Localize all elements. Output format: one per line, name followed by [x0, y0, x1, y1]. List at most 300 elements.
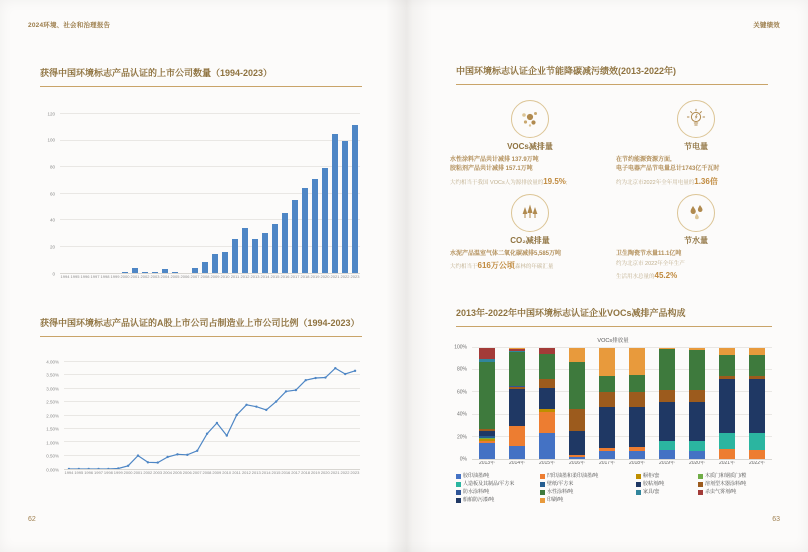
bar-segment — [659, 349, 676, 390]
bar-segment — [719, 449, 736, 459]
performance-section-title: 中国环境标志认证企业节能降碳减污绩效(2013-2022年) — [456, 66, 768, 85]
stacked-bar — [569, 348, 586, 459]
bar-segment — [749, 355, 766, 376]
x-tick-label: 2001 — [130, 275, 140, 279]
x-tick-label: 2010 — [220, 275, 230, 279]
bar-segment — [749, 433, 766, 450]
bar-segment — [569, 409, 586, 431]
legend-label: 人造板及其制品/平方米 — [463, 481, 515, 487]
bar-segment — [629, 392, 646, 406]
legend-label: 水性涂料/吨 — [547, 489, 574, 495]
bar-segment — [749, 379, 766, 433]
bar-segment — [569, 431, 586, 454]
y-tick-label: 20 — [49, 244, 55, 250]
legend-label: 印刷/吨 — [547, 497, 564, 503]
legend-item — [456, 482, 536, 488]
note-text: ; — [565, 179, 568, 186]
bar-segment — [569, 457, 586, 459]
x-tick-label: 2017年 — [598, 461, 616, 466]
note-text: 大约相当于我国 VOCs人为源排放量的 — [450, 179, 544, 186]
bar-segment — [509, 426, 526, 446]
bar-slot — [80, 114, 90, 273]
x-tick-label: 2015 — [270, 275, 280, 279]
bar-slot — [90, 114, 100, 273]
bar-slot — [180, 114, 190, 273]
x-tick-label: 2009 — [212, 471, 222, 475]
x-tick-label: 2021 — [330, 471, 340, 475]
bar-segment — [539, 354, 556, 380]
y-tick-label: 100 — [47, 137, 55, 143]
stacked-bar — [629, 348, 646, 459]
bar-slot — [330, 114, 340, 273]
bar-segment — [689, 451, 706, 459]
bar-segment — [629, 451, 646, 459]
legend-item — [540, 482, 632, 488]
bar — [272, 224, 277, 273]
stacked-bar-slot — [562, 348, 592, 459]
bar-segment — [569, 362, 586, 409]
bar-segment — [599, 376, 616, 393]
bar-slot — [170, 114, 180, 273]
x-tick-label: 2012 — [240, 275, 250, 279]
bar — [232, 239, 237, 273]
note-value: 1.36倍 — [694, 176, 718, 186]
trees-icon — [511, 194, 549, 232]
x-tick-label: 2011 — [232, 471, 241, 475]
y-tick-label: 0% — [459, 456, 467, 463]
legend-label: 家具/套 — [643, 489, 660, 495]
legend-label: 杀虫气雾剂/吨 — [705, 489, 737, 495]
x-tick-label: 2022 — [340, 275, 350, 279]
stat-note — [450, 260, 610, 272]
x-axis — [60, 275, 360, 284]
x-tick-label: 2005 — [170, 275, 180, 279]
x-tick-label: 1997 — [90, 275, 100, 279]
note-value: 19.5% — [543, 176, 566, 186]
y-axis — [40, 358, 62, 472]
molecule-dots-icon — [511, 100, 549, 138]
x-tick-label: 2007 — [190, 275, 200, 279]
x-tick-label: 2008 — [202, 471, 212, 475]
bar — [202, 262, 207, 273]
bar — [252, 239, 257, 273]
bar-segment — [479, 362, 496, 429]
x-tick-label: 2012 — [241, 471, 251, 475]
legend-label: 壁纸/平方米 — [547, 481, 574, 487]
bar-segment — [599, 348, 616, 376]
bar-slot — [70, 114, 80, 273]
legend-item — [636, 474, 694, 480]
page-number-left: 62 — [28, 516, 36, 523]
stacked-bar-slot — [652, 348, 682, 459]
bar — [142, 272, 147, 273]
bar-segment — [689, 390, 706, 402]
x-tick-label: 2007 — [192, 471, 202, 475]
section-header-key-performance: 关键绩效 — [753, 22, 780, 29]
bar-segment — [719, 379, 736, 433]
stat-water-saving — [616, 194, 776, 282]
stacked-bar-slot — [712, 348, 742, 459]
bar — [192, 268, 197, 273]
bar — [172, 272, 177, 273]
note-text: 大约相当于 — [450, 264, 478, 271]
line-series — [64, 362, 360, 469]
legend-label: 木质门和钢质门/樘 — [705, 473, 747, 479]
x-tick-label: 2009 — [210, 275, 220, 279]
stacked-bar — [689, 348, 706, 459]
x-tick-label: 2000 — [120, 275, 130, 279]
y-tick-label: 80 — [49, 164, 55, 170]
y-tick-label: 20% — [456, 434, 467, 441]
chart3-legend — [456, 474, 774, 504]
bar-slot — [130, 114, 140, 273]
bar-segment — [479, 443, 496, 459]
legend-marker — [636, 490, 641, 495]
stacked-bar-slot — [472, 348, 502, 459]
bars-row — [60, 114, 360, 273]
x-tick-label: 2020年 — [688, 461, 706, 466]
bar-slot — [60, 114, 70, 273]
legend-marker — [540, 474, 545, 479]
bar — [242, 228, 247, 273]
legend-item — [540, 490, 632, 496]
legend-item — [456, 474, 536, 480]
y-tick-label: 80% — [456, 366, 467, 373]
bar-segment — [659, 441, 676, 450]
legend-label: 胶粘剂/吨 — [643, 481, 665, 487]
x-tick-label: 2004 — [160, 275, 170, 279]
legend-item — [456, 490, 536, 496]
bar — [162, 269, 167, 273]
a-share-ratio-line-chart — [40, 350, 362, 480]
bar-slot — [250, 114, 260, 273]
bar-slot — [100, 114, 110, 273]
x-tick-label: 2016 — [281, 471, 291, 475]
bar-segment — [629, 375, 646, 393]
stat-co2-reduction — [450, 194, 610, 272]
x-tick-label: 2017 — [291, 471, 301, 475]
x-tick-label: 1996 — [80, 275, 90, 279]
stat-line: 水性涂料产品共计减排 137.9万吨 — [450, 157, 539, 163]
y-tick-label: 100% — [454, 344, 467, 351]
stacked-bar — [509, 348, 526, 459]
legend-marker — [456, 490, 461, 495]
legend-marker — [540, 498, 545, 503]
plot-area — [472, 348, 772, 460]
bar-slot — [160, 114, 170, 273]
x-tick-label: 2003 — [153, 471, 163, 475]
page-spine-shadow — [386, 0, 432, 552]
bar — [122, 272, 127, 273]
bar-segment — [629, 407, 646, 447]
y-axis — [452, 344, 470, 463]
bar-segment — [599, 392, 616, 406]
legend-item — [698, 482, 774, 488]
x-tick-label: 2016 — [280, 275, 290, 279]
x-tick-label: 2023 — [350, 471, 360, 475]
y-tick-label: 1.50% — [46, 426, 59, 432]
legend-item — [456, 498, 536, 504]
stacked-bar — [749, 348, 766, 459]
legend-marker — [456, 482, 461, 487]
x-tick-label: 2022年 — [748, 461, 766, 466]
stat-title: 节水量 — [684, 236, 708, 245]
lightbulb-icon — [677, 100, 715, 138]
legend-item — [540, 498, 632, 504]
legend-marker — [540, 482, 545, 487]
bar-slot — [210, 114, 220, 273]
x-tick-label: 2021 — [330, 275, 340, 279]
stacked-bar-slot — [742, 348, 772, 459]
bar-segment — [719, 433, 736, 449]
legend-item — [698, 490, 774, 496]
stat-title: CO₂减排量 — [510, 236, 550, 245]
bar-slot — [300, 114, 310, 273]
legend-marker — [456, 474, 461, 479]
listed-companies-bar-chart — [40, 102, 362, 284]
x-tick-label: 2008 — [200, 275, 210, 279]
bar — [322, 168, 327, 273]
legend-item — [540, 474, 632, 480]
x-tick-label: 2006 — [180, 275, 190, 279]
vocs-composition-section-title: 2013年-2022年中国环境标志认证企业VOCs减排产品构成 — [456, 308, 772, 327]
x-tick-label: 2020 — [320, 275, 330, 279]
bar — [292, 200, 297, 273]
bar-slot — [150, 114, 160, 273]
note-text: 生活用水总量的 — [616, 273, 655, 280]
note-value: 45.2% — [654, 270, 678, 280]
stacked-bar-slot — [682, 348, 712, 459]
x-tick-label: 2013 — [250, 275, 260, 279]
x-tick-label: 2017 — [290, 275, 300, 279]
bar-slot — [340, 114, 350, 273]
x-tick-label: 2006 — [182, 471, 192, 475]
x-tick-label: 2005 — [172, 471, 182, 475]
y-tick-label: 60% — [456, 389, 467, 396]
bar-segment — [539, 388, 556, 409]
bar-segment — [509, 352, 526, 385]
bar — [152, 272, 157, 273]
plot-area — [64, 362, 360, 470]
legend-marker — [698, 474, 703, 479]
bar-segment — [479, 348, 496, 359]
x-tick-label: 2002 — [143, 471, 153, 475]
bar — [282, 213, 287, 273]
x-tick-label: 2019 — [310, 471, 320, 475]
legend-label: 橱柜/套 — [643, 473, 660, 479]
bar-slot — [140, 114, 150, 273]
bar-slot — [120, 114, 130, 273]
stacked-bar-slot — [502, 348, 532, 459]
bar-segment — [629, 348, 646, 375]
bar — [312, 179, 317, 273]
bar — [332, 134, 337, 273]
x-tick-label: 2014 — [261, 471, 271, 475]
bar-segment — [659, 390, 676, 402]
note-text: 约为北京市2022年全年用电量的 — [616, 179, 695, 186]
x-tick-label: 1997 — [94, 471, 103, 475]
x-tick-label: 2011 — [230, 275, 240, 279]
page-number-right: 63 — [772, 516, 780, 523]
stat-line: 电子电器产品节电量总计1743亿千瓦时 — [616, 166, 720, 173]
legend-label: 胶印油墨/吨 — [463, 473, 490, 479]
x-tick-label: 1995 — [70, 275, 80, 279]
bar-segment — [599, 407, 616, 448]
bar-segment — [509, 389, 526, 426]
stacked-bar-slot — [592, 348, 622, 459]
bar-slot — [320, 114, 330, 273]
legend-item — [698, 474, 774, 480]
bar-segment — [659, 450, 676, 459]
bar-slot — [260, 114, 270, 273]
bar-slot — [350, 114, 360, 273]
bar-segment — [689, 441, 706, 451]
bar-segment — [749, 348, 766, 355]
bar-segment — [539, 433, 556, 459]
bar-segment — [689, 402, 706, 441]
x-tick-label: 2000 — [123, 471, 133, 475]
bar — [222, 252, 227, 273]
y-tick-label: 0.00% — [46, 466, 59, 472]
legend-marker — [636, 474, 641, 479]
x-tick-label: 2015 — [271, 471, 281, 475]
bar — [342, 141, 347, 274]
bar-segment — [599, 451, 616, 459]
legend-label: 溶剂型木器涂料/吨 — [705, 481, 747, 487]
x-tick-label: 2018年 — [628, 461, 646, 466]
x-tick-label: 1996 — [84, 471, 94, 475]
x-tick-label: 2020 — [320, 471, 330, 475]
stacked-bar — [659, 348, 676, 459]
y-tick-label: 120 — [47, 110, 55, 116]
bar-segment — [719, 348, 736, 355]
x-tick-label: 2018 — [300, 275, 310, 279]
x-tick-label: 2016年 — [568, 461, 586, 466]
bar — [132, 268, 137, 273]
bar-segment — [539, 379, 556, 388]
bar-segment — [689, 350, 706, 390]
x-tick-label: 2013 — [251, 471, 261, 475]
stat-note — [616, 270, 776, 282]
x-tick-label: 2014 — [260, 275, 270, 279]
x-tick-label: 2014年 — [508, 461, 526, 466]
y-tick-label: 2.00% — [46, 412, 59, 418]
x-tick-label: 1995 — [74, 471, 84, 475]
legend-marker — [456, 498, 461, 503]
x-tick-label: 2022 — [340, 471, 350, 475]
stacked-bar — [599, 348, 616, 459]
legend-marker — [698, 482, 703, 487]
bar — [302, 188, 307, 273]
y-tick-label: 60 — [49, 190, 55, 196]
plot-area — [60, 114, 360, 274]
x-tick-label: 2002 — [140, 275, 150, 279]
bar-slot — [230, 114, 240, 273]
legend-label: 船舶防污漆/吨 — [463, 497, 495, 503]
stat-note — [450, 176, 610, 188]
x-tick-label: 2013年 — [478, 461, 496, 466]
bar-segment — [569, 348, 586, 362]
y-axis — [40, 110, 58, 276]
bar-slot — [200, 114, 210, 273]
x-tick-label: 2010 — [222, 471, 232, 475]
y-tick-label: 1.00% — [46, 439, 59, 445]
x-tick-label: 2018 — [301, 471, 310, 475]
bar-slot — [310, 114, 320, 273]
vocs-composition-stacked-chart — [452, 336, 774, 470]
stat-line: 胶粘剂产品共计减排 157.1万吨 — [450, 166, 533, 173]
x-tick-label: 1999 — [110, 275, 120, 279]
bar-segment — [539, 412, 556, 433]
x-tick-label: 2004 — [163, 471, 172, 475]
x-tick-label: 2001 — [133, 471, 143, 475]
stat-vocs-reduction — [450, 100, 610, 188]
stat-line: 卫生陶瓷节水量11.1亿吨 — [616, 251, 682, 257]
note-value: 616万公顷 — [477, 261, 515, 271]
bar-slot — [110, 114, 120, 273]
legend-label: 凹印油墨和柔印油墨/吨 — [547, 473, 599, 479]
y-tick-label: 0 — [52, 270, 55, 276]
stat-title: VOCs减排量 — [507, 142, 553, 151]
stat-note: 约为北京市 2022年全年生产 — [616, 261, 685, 268]
x-tick-label: 2003 — [150, 275, 160, 279]
stacked-bar — [539, 348, 556, 459]
stat-electricity-saving — [616, 100, 776, 188]
stacked-bar — [719, 348, 736, 459]
x-tick-label: 2023 — [350, 275, 360, 279]
bars-row — [472, 348, 772, 459]
water-drops-icon — [677, 194, 715, 232]
y-tick-label: 40% — [456, 411, 467, 418]
y-tick-label: 40 — [49, 217, 55, 223]
bar-slot — [290, 114, 300, 273]
report-title-header: 2024环境、社会和治理报告 — [28, 22, 111, 29]
bar-segment — [719, 355, 736, 376]
x-tick-label: 2015年 — [538, 461, 556, 466]
bar-segment — [659, 402, 676, 441]
stacked-bar-slot — [622, 348, 652, 459]
x-tick-label: 1998 — [103, 471, 113, 475]
bar — [212, 254, 217, 273]
y-tick-label: 3.50% — [46, 372, 59, 378]
note-text: 森林的年碳汇量 — [514, 264, 554, 271]
chart-axis-label: VOCs排放量 — [597, 338, 629, 344]
chart2-section-title: 获得中国环境标志产品认证的A股上市公司占制造业上市公司比例（1994-2023） — [40, 318, 362, 337]
bar — [352, 125, 357, 273]
legend-marker — [540, 490, 545, 495]
bar-segment — [509, 446, 526, 459]
legend-item — [636, 482, 694, 488]
bar-slot — [220, 114, 230, 273]
x-tick-label: 1994 — [64, 471, 74, 475]
x-tick-label: 1994 — [60, 275, 70, 279]
bar-slot — [270, 114, 280, 273]
x-tick-label: 2019 — [310, 275, 320, 279]
y-tick-label: 3.00% — [46, 385, 59, 391]
y-tick-label: 0.50% — [46, 453, 59, 459]
bar-slot — [240, 114, 250, 273]
stacked-bar-slot — [532, 348, 562, 459]
bar-slot — [280, 114, 290, 273]
x-axis — [64, 471, 360, 480]
legend-label: 防水涂料/吨 — [463, 489, 490, 495]
bar-segment — [749, 450, 766, 459]
stat-line: 水泥产品温室气体二氧化碳减排5,585万吨 — [450, 251, 562, 257]
x-axis — [472, 461, 772, 470]
y-tick-label: 4.00% — [46, 358, 59, 364]
x-tick-label: 2021年 — [718, 461, 736, 466]
x-tick-label: 1999 — [113, 471, 123, 475]
